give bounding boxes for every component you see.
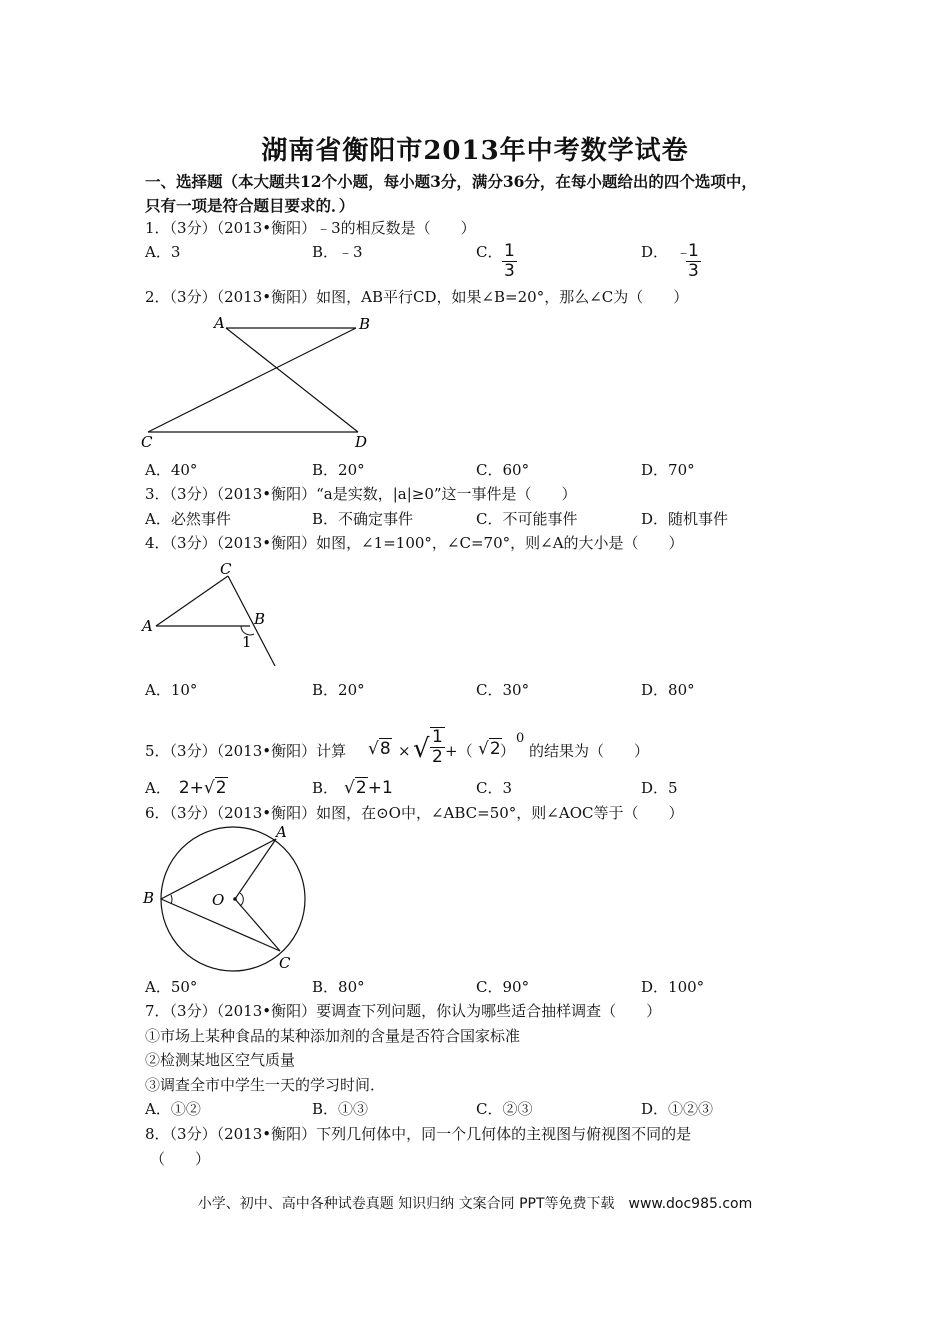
q3-stem: 3．（3分）（2013•衡阳）“a是实数，|a|≥0”这一事件是（ ） xyxy=(145,485,577,503)
q4-label-c: C xyxy=(220,560,232,578)
q6-option-a: A．50° xyxy=(145,978,198,996)
q6-label-b: B xyxy=(143,889,155,907)
q4-label-angle-1: 1 xyxy=(242,633,252,651)
q5-stem-suffix: 的结果为（ ） xyxy=(529,742,650,760)
q6-stem: 6．（3分）（2013•衡阳）如图，在⊙O中，∠ABC=50°，则∠AOC等于（ ） xyxy=(145,804,684,822)
q5-plus: +（ xyxy=(445,742,473,760)
q7-item-3: ③调查全市中学生一天的学习时间． xyxy=(145,1076,386,1094)
q6-label-o: O xyxy=(212,891,225,909)
q7-option-d: D．①②③ xyxy=(641,1100,714,1118)
q2-option-c: C．60° xyxy=(476,461,530,479)
q6-label-c: C xyxy=(279,954,291,972)
q8-stem: 8．（3分）（2013•衡阳）下列几何体中，同一个几何体的主视图与俯视图不同的是 xyxy=(145,1125,692,1143)
q4-figure-triangle xyxy=(138,558,288,670)
q1-option-d-fraction: $\frac{1}{3}$ xyxy=(688,241,699,281)
q4-stem: 4．（3分）（2013•衡阳）如图，∠1=100°，∠C=70°，则∠A的大小是（ ） xyxy=(145,534,684,552)
q6-option-c: C．90° xyxy=(476,978,530,996)
q5-sqrt-2: √2 xyxy=(478,739,501,759)
q4-option-a: A．10° xyxy=(145,681,198,699)
q1-stem: 1．（3分）（2013•衡阳）﹣3的相反数是（ ） xyxy=(145,219,476,237)
q2-option-d: D．70° xyxy=(641,461,695,479)
q2-label-c: C xyxy=(141,433,153,451)
q1-option-d: D． ﹣ xyxy=(641,243,692,261)
q6-label-a: A xyxy=(276,823,287,841)
q2-stem: 2．（3分）（2013•衡阳）如图，AB平行CD，如果∠B=20°，那么∠C为（ ） xyxy=(145,288,689,306)
q6-option-b: B．80° xyxy=(312,978,365,996)
q2-label-d: D xyxy=(355,433,368,451)
section-heading: 一、选择题（本大题共12个小题，每小题3分，满分36分，在每小题给出的四个选项中， xyxy=(145,172,757,191)
q1-option-c-fraction: $\frac{1}{3}$ xyxy=(504,241,515,281)
q1-option-b: B．﹣3 xyxy=(312,243,363,261)
q4-label-b: B xyxy=(254,610,266,628)
q5-stem-prefix: 5．（3分）（2013•衡阳）计算 xyxy=(145,742,347,760)
q5-option-c: C．3 xyxy=(476,779,513,797)
q2-label-b: B xyxy=(359,315,371,333)
q5-close: ） xyxy=(500,742,516,760)
q3-option-a: A．必然事件 xyxy=(145,510,231,528)
q3-option-d: D．随机事件 xyxy=(641,510,729,528)
q1-option-c: C． xyxy=(476,243,503,261)
q5-times: × xyxy=(398,742,411,760)
q4-label-a: A xyxy=(142,617,153,635)
q5-option-a: A． 2+√2 xyxy=(145,778,227,798)
q7-stem: 7．（3分）（2013•衡阳）要调查下列问题，你认为哪些适合抽样调查（ ） xyxy=(145,1002,662,1020)
q1-option-a: A．3 xyxy=(145,243,181,261)
q6-option-d: D．100° xyxy=(641,978,705,996)
q7-item-1: ①市场上某种食品的某种添加剂的含量是否符合国家标准 xyxy=(145,1027,521,1045)
q7-option-a: A．①② xyxy=(145,1100,201,1118)
q2-figure-parallel-lines xyxy=(138,312,378,452)
section-heading-cont: 只有一项是符合题目要求的．） xyxy=(145,196,355,215)
q7-item-2: ②检测某地区空气质量 xyxy=(145,1051,296,1069)
q5-exponent: 0 xyxy=(516,731,525,746)
q2-option-a: A．40° xyxy=(145,461,198,479)
q4-option-c: C．30° xyxy=(476,681,530,699)
q4-option-b: B．20° xyxy=(312,681,365,699)
q2-option-b: B．20° xyxy=(312,461,365,479)
q6-figure-circle xyxy=(138,823,313,975)
page-title: 湖南省衡阳市2013年中考数学试卷 xyxy=(261,136,689,166)
q7-option-b: B．①③ xyxy=(312,1100,369,1118)
q3-option-b: B．不确定事件 xyxy=(312,510,414,528)
q5-half-fraction: $\frac{1}{2}$ xyxy=(432,727,443,767)
q4-option-d: D．80° xyxy=(641,681,695,699)
q3-option-c: C．不可能事件 xyxy=(476,510,578,528)
q7-option-c: C．②③ xyxy=(476,1100,533,1118)
q5-sqrt-8: √8 xyxy=(368,739,391,759)
page-footer: 小学、初中、高中各种试卷真题 知识归纳 文案合同 PPT等免费下载 www.doc985.com xyxy=(197,1196,753,1212)
q5-option-d: D．5 xyxy=(641,779,678,797)
q2-label-a: A xyxy=(214,314,225,332)
q5-option-b: B． √2+1 xyxy=(312,778,393,798)
q8-paren: （ ） xyxy=(150,1150,211,1168)
q5-sqrt-half: √ xyxy=(413,734,430,764)
